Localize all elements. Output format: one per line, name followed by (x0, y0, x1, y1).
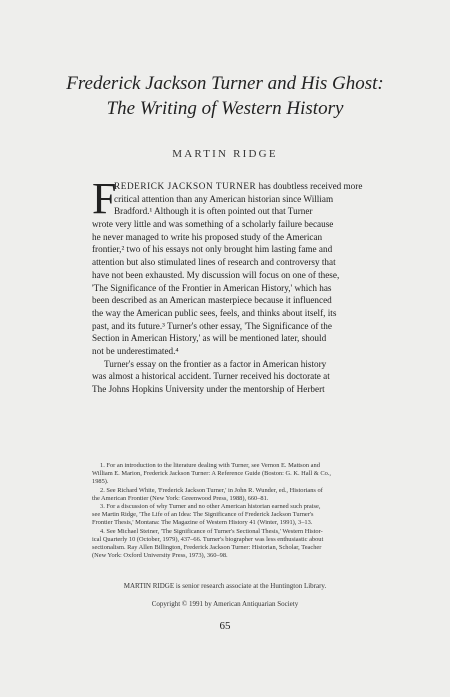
lead-smallcaps: REDERICK JACKSON TURNER (114, 181, 257, 191)
body-line: have not been exhausted. My discussion will focus on one of these, (92, 269, 340, 280)
body-line: he never managed to write his proposed study of the American (92, 231, 323, 242)
body-line: Section in American History,' as will be mentioned later, should (92, 333, 327, 344)
footnote-line: William E. Marion, Frederick Jackson Turner: A Reference Guide (Boston: G. K. Hall & Co., (92, 470, 331, 478)
copyright-line: Copyright © 1991 by American Antiquarian Society (151, 600, 299, 608)
article-title-line-1: Frederick Jackson Turner and His Ghost: (66, 73, 384, 94)
article-title-line-2: The Writing of Western History (106, 98, 344, 119)
body-line: the way the American public sees, feels, and thinks about itself, its (92, 307, 337, 318)
body-line: past, and its future.³ Turner's other essay, 'The Significance of the (92, 320, 332, 331)
body-line: critical attention than any American historian since William (114, 193, 334, 204)
body-line: frontier,² two of his essays not only brought him lasting fame and (92, 244, 333, 255)
body-line: Turner's essay on the frontier as a factor in American history (104, 358, 327, 369)
footnote-line: 3. For a discussion of why Turner and no other American historian earned such praise, (100, 502, 321, 510)
body-line: attention but also stimulated lines of research and controversy that (92, 257, 336, 268)
footnote-line: 2. See Richard White, 'Frederick Jackson Turner,' in John R. Wunder, ed., Historians of (100, 486, 323, 494)
author-bio: MARTIN RIDGE is senior research associate at the Huntington Library. (123, 582, 327, 590)
body-line: wrote very little and was something of a scholarly failure because (92, 219, 334, 230)
footnote-line: ical Quarterly 10 (October, 1979), 437–66. Turner's biographer was less enthusiastic about (92, 535, 324, 543)
footnote-line: 1985). (92, 478, 109, 486)
body-line: was almost a historical accident. Turner received his doctorate at (92, 371, 330, 382)
body-line: The Johns Hopkins University under the mentorship of Herbert (92, 384, 325, 394)
author-name: MARTIN RIDGE (172, 148, 278, 160)
footnotes (92, 462, 377, 560)
page-number: 65 (219, 620, 231, 632)
body-line: 'The Significance of the Frontier in American History,' which has (92, 282, 332, 293)
first-line-rest: has doubtless received more (256, 181, 363, 191)
footnote-line: see Martin Ridge, 'The Life of an Idea: The Significance of Frederick Jackson Turner's (92, 511, 314, 519)
footnote-line: sectionalism. Ray Allen Billington, Frederick Jackson Turner: Historian, Scholar, Teacher (92, 543, 322, 551)
body-line: not be underestimated.⁴ (92, 345, 179, 356)
footnote-line: (New York: Oxford University Press, 1973), 360–98. (92, 552, 228, 560)
body-line: Bradford.¹ Although it is often pointed out that Turner (114, 206, 313, 217)
drop-cap: F (92, 174, 117, 223)
footnote-line: the American Frontier (New York: Greenwood Press, 1988), 660–81. (92, 494, 269, 502)
footnote-line: 4. See Michael Steiner, 'The Significance of Turner's Sectional Thesis,' Western Histor- (100, 527, 323, 535)
body-line: been described as an American masterpiece because it influenced (92, 295, 332, 306)
body-line-first (92, 180, 377, 193)
footnote-line: 1. For an introduction to the literature dealing with Turner, see Vernon E. Mattson and (100, 462, 320, 469)
body-text (92, 174, 377, 396)
footnote-line: Frontier Thesis,' Montana: The Magazine of Western History 41 (Winter, 1991), 3–13. (92, 519, 313, 527)
